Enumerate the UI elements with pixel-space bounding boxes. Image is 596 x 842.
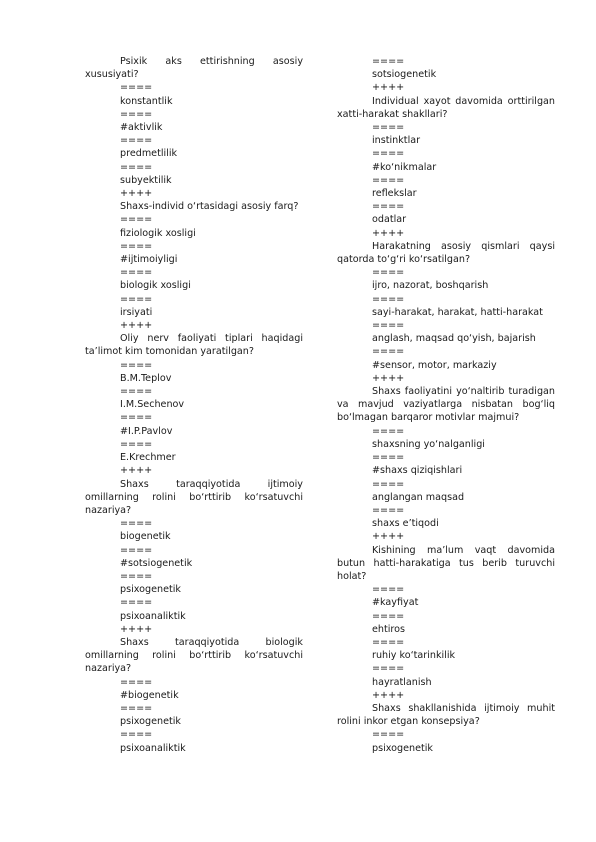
option-separator: ==== — [120, 135, 153, 147]
answer-option: biogenetik — [120, 531, 171, 543]
option-separator: ==== — [120, 161, 153, 173]
question-text: Shaxs taraqqiyotida biologik omillarning rolini bo‘rttirib ko‘rsatuvchi nazariya? — [85, 636, 303, 675]
question-text: Psixik aks ettirishning asosiy xususiyati? — [85, 56, 303, 81]
option-separator: ==== — [120, 702, 153, 714]
option-separator: ==== — [120, 293, 153, 305]
option-separator: ==== — [372, 636, 405, 648]
correct-answer-option: #biogenetik — [120, 689, 179, 701]
right-column — [337, 55, 555, 755]
option-separator: ==== — [120, 386, 153, 398]
question-separator: ++++ — [372, 372, 405, 384]
option-separator: ==== — [372, 452, 405, 464]
option-separator: ==== — [372, 478, 405, 490]
option-separator: ==== — [372, 148, 405, 160]
question-separator: ++++ — [120, 623, 153, 635]
option-separator: ==== — [120, 676, 153, 688]
answer-option: subyektilik — [120, 174, 172, 186]
option-separator: ==== — [372, 201, 405, 213]
answer-option: instinktlar — [372, 135, 421, 147]
correct-answer-option: #aktivlik — [120, 122, 163, 134]
answer-option: ruhiy ko‘tarinkilik — [372, 650, 456, 662]
answer-option: psixogenetik — [120, 584, 181, 596]
answer-option: psixoanaliktik — [120, 742, 186, 754]
answer-option: biologik xosligi — [120, 280, 191, 292]
option-separator: ==== — [372, 584, 405, 596]
option-separator: ==== — [120, 108, 153, 120]
answer-option: konstantlik — [120, 95, 173, 107]
question-separator: ++++ — [372, 227, 405, 239]
question-separator: ++++ — [372, 82, 405, 94]
option-separator: ==== — [120, 729, 153, 741]
left-column — [85, 55, 303, 755]
question-text: Shaxs faoliyatini yo‘naltirib turadigan va mavjud vaziyatlarga nisbatan bog‘liq bo‘lmagan barqaror motivlar majmui? — [337, 386, 555, 424]
answer-option: sotsiogenetik — [372, 69, 437, 81]
option-separator: ==== — [372, 610, 405, 622]
question-separator: ++++ — [120, 188, 153, 200]
answer-option: I.M.Sechenov — [120, 399, 185, 411]
option-separator: ==== — [120, 359, 153, 371]
option-separator: ==== — [120, 570, 153, 582]
correct-answer-option: #ko‘nikmalar — [372, 161, 437, 173]
question-text: Shaxs shakllanishida ijtimoiy muhit rolini inkor etgan konsepsiya? — [337, 702, 555, 728]
question-text: Oliy nerv faoliyati tiplari haqidagi ta’limot kim tomonidan yaratilgan? — [85, 333, 303, 358]
option-separator: ==== — [120, 214, 153, 226]
option-separator: ==== — [120, 597, 153, 609]
answer-option: sayi-harakat, harakat, hatti-harakat — [372, 306, 543, 318]
option-separator: ==== — [372, 267, 405, 279]
answer-option: B.M.Teplov — [120, 372, 172, 384]
question-text: Kishining ma’lum vaqt davomida butun hatti-harakatiga tus berib turuvchi holat? — [337, 544, 555, 582]
option-separator: ==== — [372, 122, 405, 134]
option-separator: ==== — [372, 346, 405, 358]
option-separator: ==== — [372, 56, 405, 67]
answer-option: odatlar — [372, 214, 407, 226]
answer-option: psixoanaliktik — [120, 610, 186, 622]
option-separator: ==== — [372, 293, 405, 305]
option-separator: ==== — [372, 663, 405, 675]
option-separator: ==== — [120, 82, 153, 94]
answer-option: ijro, nazorat, boshqarish — [372, 280, 489, 292]
answer-option: anglash, maqsad qo‘yish, bajarish — [372, 333, 536, 345]
correct-answer-option: #I.P.Pavlov — [120, 425, 173, 437]
option-separator: ==== — [120, 518, 153, 530]
answer-option: anglangan maqsad — [372, 491, 465, 503]
question-text: Harakatning asosiy qismlari qaysi qatorda to‘g‘ri ko‘rsatilgan? — [337, 240, 555, 266]
option-separator: ==== — [372, 729, 405, 741]
option-separator: ==== — [372, 425, 405, 437]
answer-option: shaxs e’tiqodi — [372, 518, 439, 530]
question-separator: ++++ — [120, 320, 153, 332]
question-separator: ++++ — [372, 531, 405, 543]
answer-option: predmetlilik — [120, 148, 178, 160]
answer-option: irsiyati — [120, 306, 153, 318]
question-text: Individual xayot davomida orttirilgan xatti-harakat shakllari? — [337, 95, 555, 120]
question-separator: ++++ — [372, 689, 405, 701]
option-separator: ==== — [120, 412, 153, 424]
answer-option: hayratlanish — [372, 676, 432, 688]
option-separator: ==== — [372, 320, 405, 332]
correct-answer-option: #sotsiogenetik — [120, 557, 193, 569]
question-separator: ++++ — [120, 465, 153, 477]
answer-option: fiziologik xosligi — [120, 227, 196, 239]
question-text: Shaxs taraqqiyotida ijtimoiy omillarning rolini bo‘rttirib ko‘rsatuvchi nazariya? — [85, 478, 303, 516]
option-separator: ==== — [120, 240, 153, 252]
answer-option: psixogenetik — [120, 716, 181, 728]
correct-answer-option: #sensor, motor, markaziy — [372, 359, 497, 371]
answer-option: shaxsning yo‘nalganligi — [372, 438, 485, 450]
question-text: Shaxs-individ o‘rtasidagi asosiy farq? — [120, 201, 299, 213]
option-separator: ==== — [120, 438, 153, 450]
answer-option: psixogenetik — [372, 742, 433, 754]
option-separator: ==== — [120, 267, 153, 279]
option-separator: ==== — [372, 174, 405, 186]
answer-option: E.Krechmer — [120, 452, 176, 464]
answer-option: ehtiros — [372, 623, 406, 635]
correct-answer-option: #kayfiyat — [372, 597, 419, 609]
correct-answer-option: #ijtimoiyligi — [120, 254, 178, 266]
answer-option: reflekslar — [372, 188, 417, 200]
option-separator: ==== — [120, 544, 153, 556]
correct-answer-option: #shaxs qiziqishlari — [372, 465, 463, 477]
option-separator: ==== — [372, 504, 405, 516]
